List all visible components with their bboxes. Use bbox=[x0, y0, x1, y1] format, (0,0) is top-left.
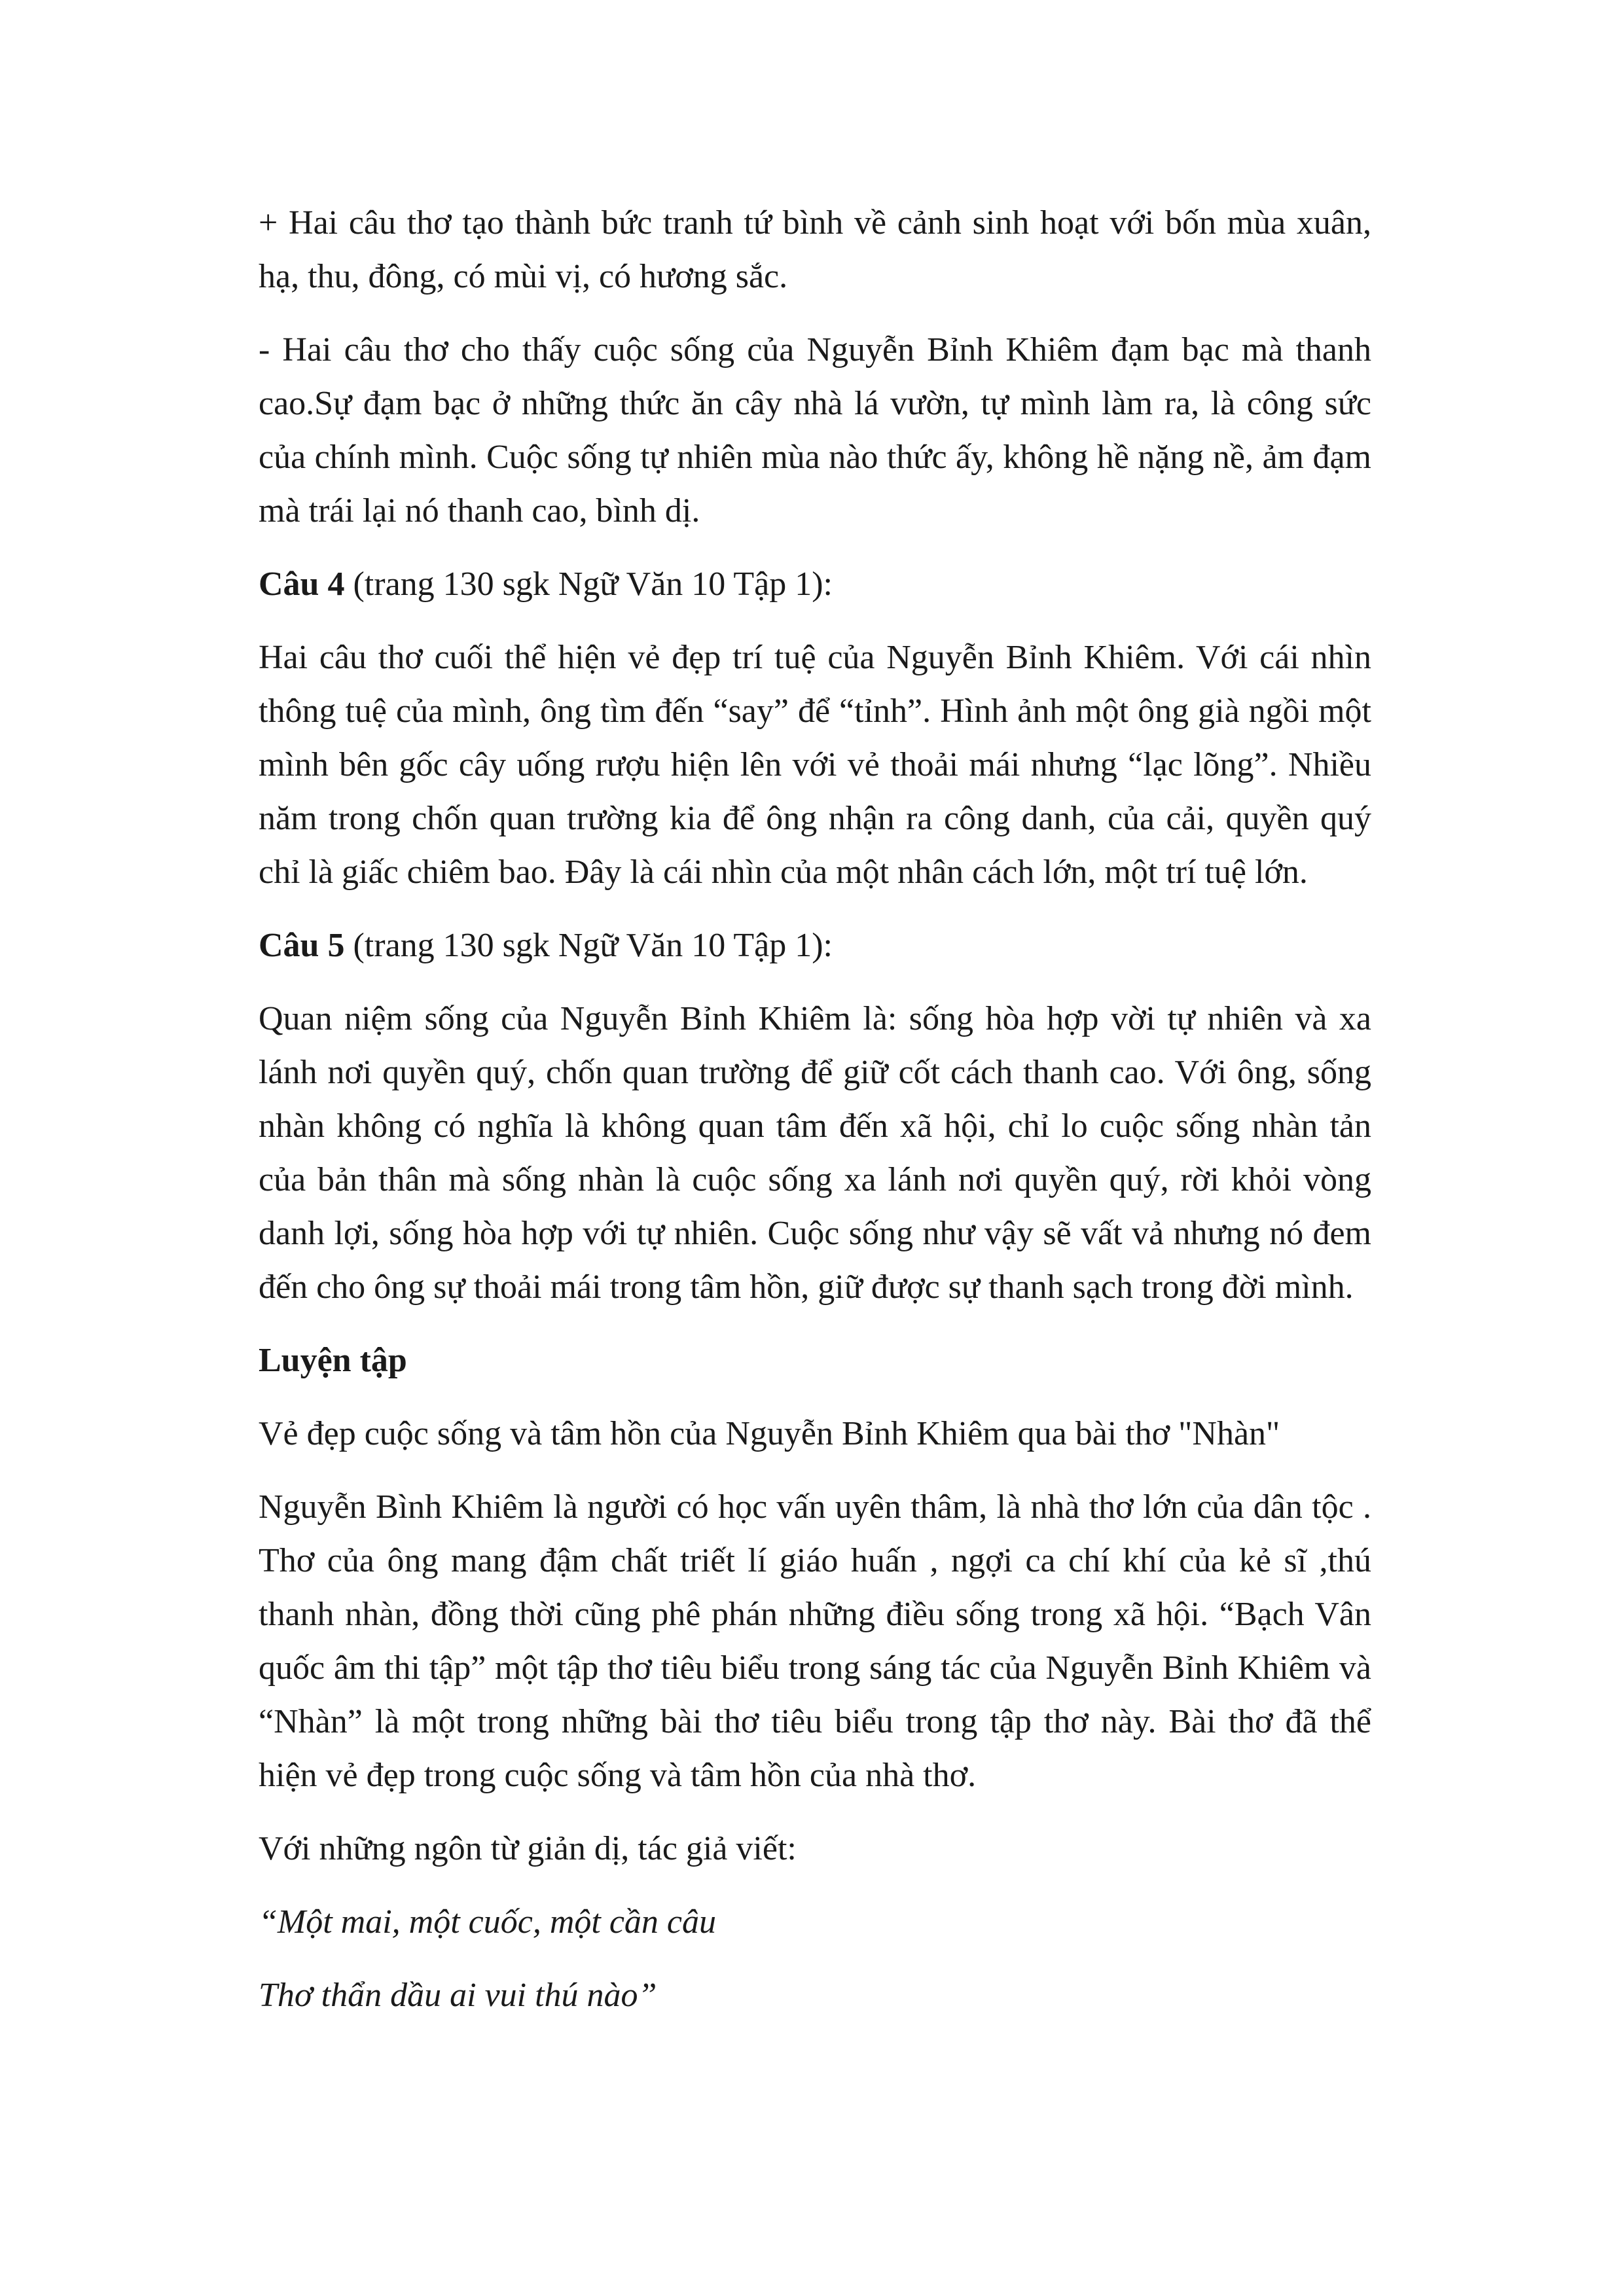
answer-4-paragraph: Hai câu thơ cuối thể hiện vẻ đẹp trí tuệ của Nguyễn Bỉnh Khiêm. Với cái nhìn thông tuệ của mình, ông tìm đến “say” để “tỉnh”. Hình ảnh một ông già ngồi một mình bên gốc cây uống rượu hiện lên với vẻ thoải mái nhưng “lạc lõng”. Nhiều năm trong chốn quan trường kia để ông nhận ra công danh, của cải, quyền quý chỉ là giấc chiêm bao. Đây là cái nhìn của một nhân cách lớn, một trí tuệ lớn. bbox=[259, 639, 1371, 891]
poem-verse-2: Thơ thẩn dầu ai vui thú nào” bbox=[259, 1977, 657, 2014]
answer-5-paragraph: Quan niệm sống của Nguyễn Bỉnh Khiêm là: sống hòa hợp vời tự nhiên và xa lánh nơi quyền quý, chốn quan trường để giữ cốt cách thanh cao. Với ông, sống nhàn không có nghĩa là không quan tâm đến xã hội, chỉ lo cuộc sống nhàn tản của bản thân mà sống nhàn là cuộc sống xa lánh nơi quyền quý, rời khỏi vòng danh lợi, sống hòa hợp với tự nhiên. Cuộc sống như vậy sẽ vất vả nhưng nó đem đến cho ông sự thoải mái trong tâm hồn, giữ được sự thanh sạch trong đời mình. bbox=[259, 1000, 1371, 1306]
document-page bbox=[259, 196, 1371, 2022]
question-5-heading bbox=[259, 919, 1371, 973]
question-4-label: Câu 4 bbox=[259, 565, 345, 603]
practice-intro-paragraph: Nguyễn Bình Khiêm là người có học vấn uyên thâm, là nhà thơ lớn của dân tộc . Thơ của ông mang đậm chất triết lí giáo huấn , ngợi ca chí khí của kẻ sĩ ,thú thanh nhàn, đồng thời cũng phê phán những điều sống trong xã hội. “Bạch Vân quốc âm thi tập” một tập thơ tiêu biểu trong sáng tác của Nguyễn Bỉnh Khiêm và “Nhàn” là một trong những bài thơ tiêu biểu trong tập thơ này. Bài thơ đã thể hiện vẻ đẹp trong cuộc sống và tâm hồn của nhà thơ. bbox=[259, 1488, 1371, 1794]
paragraph-four-seasons: + Hai câu thơ tạo thành bức tranh tứ bình về cảnh sinh hoạt với bốn mùa xuân, hạ, thu, đông, có mùi vị, có hương sắc. bbox=[259, 204, 1371, 295]
question-4-source: (trang 130 sgk Ngữ Văn 10 Tập 1): bbox=[344, 565, 833, 603]
poem-verse-1: “Một mai, một cuốc, một cần câu bbox=[259, 1903, 717, 1941]
question-5-source: (trang 130 sgk Ngữ Văn 10 Tập 1): bbox=[344, 927, 833, 964]
question-4-heading bbox=[259, 558, 1371, 611]
paragraph-simple-life: - Hai câu thơ cho thấy cuộc sống của Nguyễn Bỉnh Khiêm đạm bạc mà thanh cao.Sự đạm bạc ở những thức ăn cây nhà lá vườn, tự mình làm ra, là công sức của chính mình. Cuộc sống tự nhiên mùa nào thức ấy, không hề nặng nề, ảm đạm mà trái lại nó thanh cao, bình dị. bbox=[259, 331, 1371, 529]
practice-topic: Vẻ đẹp cuộc sống và tâm hồn của Nguyễn Bỉnh Khiêm qua bài thơ "Nhàn" bbox=[259, 1415, 1280, 1452]
question-5-label: Câu 5 bbox=[259, 927, 345, 964]
practice-lead-in: Với những ngôn từ giản dị, tác giả viết: bbox=[259, 1830, 797, 1867]
practice-heading: Luyện tập bbox=[259, 1342, 407, 1379]
